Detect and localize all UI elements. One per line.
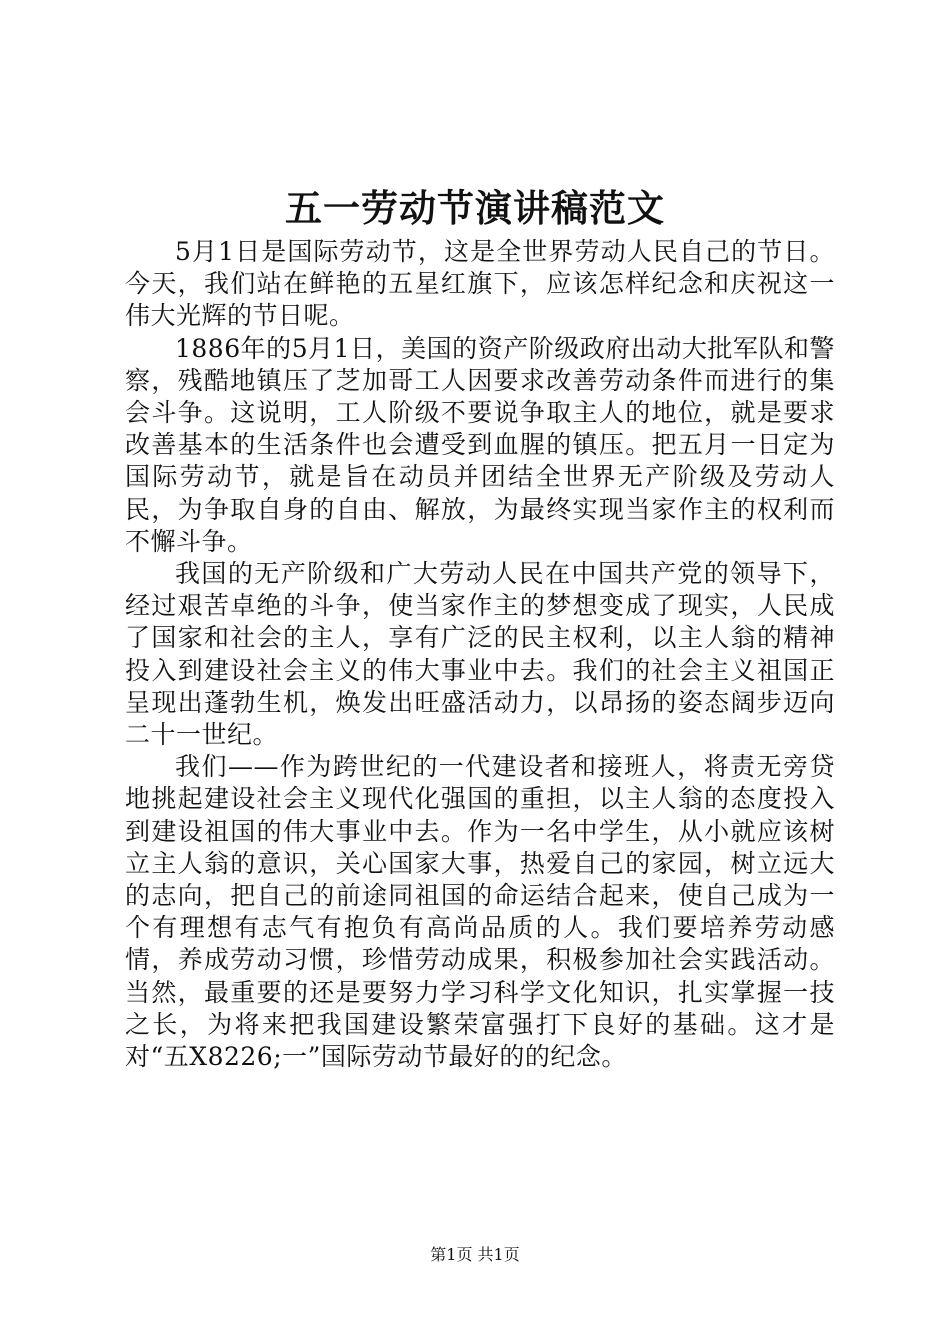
paragraph-4: 我们——作为跨世纪的一代建设者和接班人，将责无旁贷地挑起建设社会主义现代化强国的重担，以主人翁的态度投入到建设祖国的伟大事业中去。作为一名中学生，从小就应该树立主人翁的意识，关心国家大事，热爱自己的家园，树立远大的志向，把自己的前途同祖国的命运结合起来，使自己成为一个有理想有志气有抱负有高尚品质的人。我们要培养劳动感情，养成劳动习惯，珍惜劳动成果，积极参加社会实践活动。当然，最重要的还是要努力学习科学文化知识，扎实掌握一技之长，为将来把我国建设繁荣富强打下良好的基础。这才是对“五X8226;一”国际劳动节最好的的纪念。: [125, 752, 835, 1072]
page-title: 五一劳动节演讲稿范文: [285, 186, 665, 230]
page-footer: 第1页 共1页: [430, 1245, 520, 1264]
document-body: [125, 236, 835, 1073]
paragraph-1: 5月1日是国际劳动节，这是全世界劳动人民自己的节日。今天，我们站在鲜艳的五星红旗下，应该怎样纪念和庆祝这一伟大光辉的节日呢。: [125, 237, 835, 331]
paragraph-2: 1886年的5月1日，美国的资产阶级政府出动大批军队和警察，残酷地镇压了芝加哥工人因要求改善劳动条件而进行的集会斗争。这说明，工人阶级不要说争取主人的地位，就是要求改善基本的生活条件也会遭受到血腥的镇压。把五月一日定为国际劳动节，就是旨在动员并团结全世界无产阶级及劳动人民，为争取自身的自由、解放，为最终实现当家作主的权利而不懈斗争。: [125, 333, 835, 556]
paragraph-3: 我国的无产阶级和广大劳动人民在中国共产党的领导下，经过艰苦卓绝的斗争，使当家作主的梦想变成了现实，人民成了国家和社会的主人，享有广泛的民主权利，以主人翁的精神投入到建设社会主义的伟大事业中去。我们的社会主义祖国正呈现出蓬勃生机，焕发出旺盛活动力，以昂扬的姿态阔步迈向二十一世纪。: [125, 559, 835, 750]
